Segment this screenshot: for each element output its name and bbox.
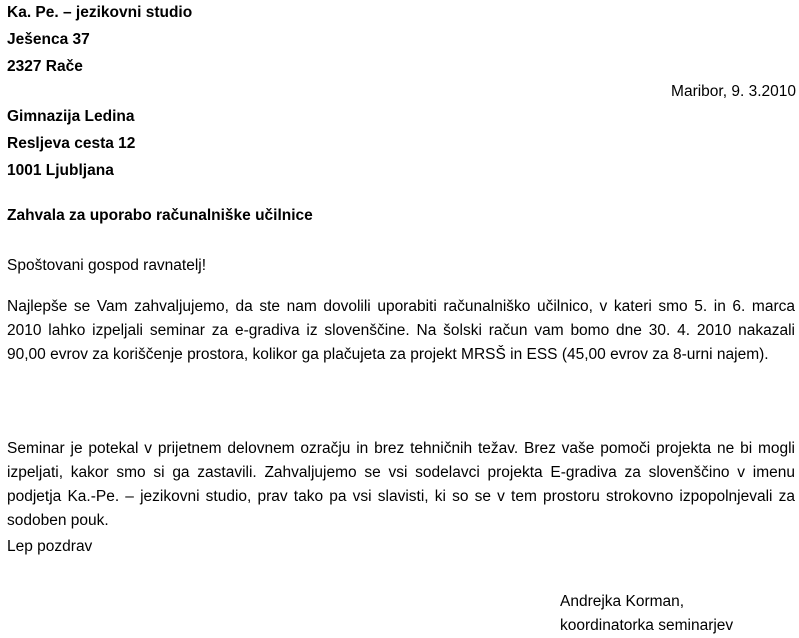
signature-block [560, 590, 733, 638]
letter-closing: Lep pozdrav [7, 538, 93, 555]
letter-date: Maribor, 9. 3.2010 [671, 83, 796, 100]
sender-name: Ka. Pe. – jezikovni studio [7, 4, 193, 21]
signature-name: Andrejka Korman, [560, 593, 685, 610]
sender-city: 2327 Rače [7, 58, 83, 75]
recipient-city: 1001 Ljubljana [7, 162, 114, 179]
letter-subject: Zahvala za uporabo računalniške učilnice [7, 207, 313, 224]
recipient-name: Gimnazija Ledina [7, 108, 135, 125]
recipient-street: Resljeva cesta 12 [7, 135, 136, 152]
letter-salutation: Spoštovani gospod ravnatelj! [7, 257, 207, 274]
body-paragraph-1: Najlepše se Vam zahvaljujemo, da ste nam dovolili uporabiti računalniško učilnico, v kateri smo 5. in 6. marca 2010 lahko izpeljali seminar za e-gradiva iz slovenščine. Na šolski račun vam bomo dne 30. 4. 2010 nakazali 90,00 evrov za koriščenje prostora, kolikor ga plačujeta za projekt MRSŠ in ESS (45,00 evrov za 8-urni najem). [7, 298, 795, 363]
body-paragraph-2: Seminar je potekal v prijetnem delovnem ozračju in brez tehničnih težav. Brez vaše pomoči projekta ne bi mogli izpeljati, kakor smo si ga zastavili. Zahvaljujemo se vsi sodelavci projekta E-gradiva za slovenščino v imenu podjetja Ka.-Pe. – jezikovni studio, prav tako pa vsi slavisti, ki so se v tem prostoru strokovno izpopolnjevali za sodoben pouk. [7, 440, 795, 529]
sender-street: Ješenca 37 [7, 31, 90, 48]
signature-title: koordinatorka seminarjev [560, 617, 734, 634]
